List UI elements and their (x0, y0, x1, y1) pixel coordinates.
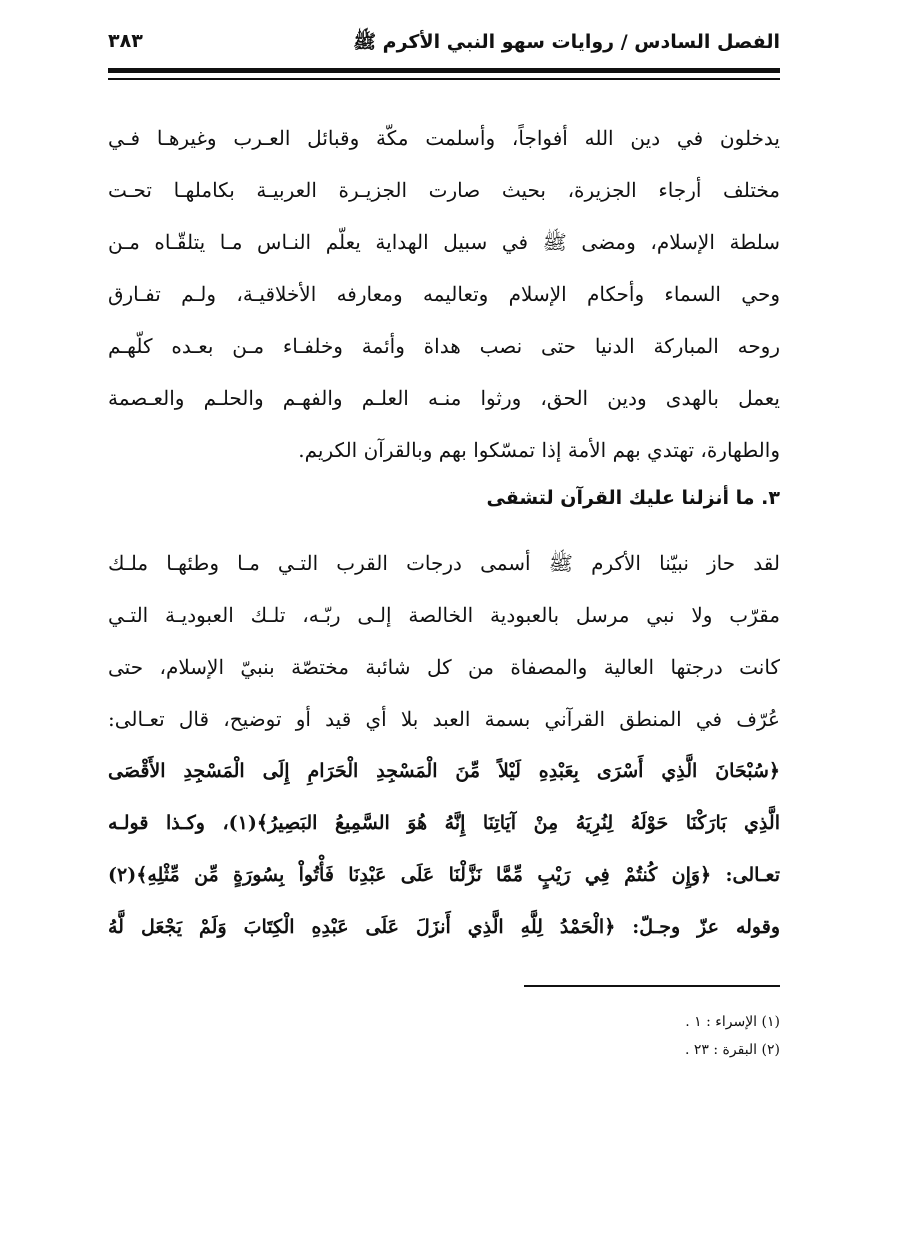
quran-verse-line: الَّذِي بَارَكْنَا حَوْلَهُ لِنُرِيَهُ مِنْ آيَاتِنَا إِنَّهُ هُوَ السَّمِيعُ البَصِيرُ﴾(١)، وكـذا قولـه (108, 812, 780, 834)
paragraph-1 (108, 112, 780, 476)
text-line: مقرّب ولا نبي مرسل بالعبودية الخالصة إلـى ربّـه، تلـك العبوديـة التـي (108, 603, 780, 627)
quran-verse-line: وقوله عزّ وجـلّ: ﴿الْحَمْدُ لِلَّهِ الَّذِي أَنزَلَ عَلَى عَبْدِهِ الْكِتَابَ وَلَمْ يَجْعَل لَّهُ (108, 916, 780, 938)
text-line: يدخلون في دين الله أفواجاً، وأسلمت مكّة وقبائل العـرب وغيرهـا فـي (108, 126, 780, 150)
text-line: لقد حاز نبيّنا الأكرم ﷺ أسمى درجات القرب التـي مـا وطئهـا ملـك (108, 551, 780, 575)
text-line: وحي السماء وأحكام الإسلام وتعاليمه ومعارفه الأخلاقيـة، ولـم تفـارق (108, 282, 780, 306)
quran-verse-line: ﴿سُبْحَانَ الَّذِي أَسْرَى بِعَبْدِهِ لَيْلاً مِّنَ الْمَسْجِدِ الْحَرَامِ إِلَى الْمَسْجِدِ الأَقْصَى (108, 760, 780, 782)
text-line: عُرّف في المنطق القرآني بسمة العبد بلا أي قيد أو توضيح، قال تعـالى: (108, 707, 780, 731)
text-line: سلطة الإسلام، ومضى ﷺ في سبيل الهداية يعلّم النـاس مـا يتلقّـاه مـن (108, 230, 780, 254)
text-line: يعمل بالهدى ودين الحق، ورثوا منـه العلـم والفهـم والحلـم والعـصمة (108, 386, 780, 410)
page-number: ٣٨٣ (108, 30, 143, 52)
header-rule-thin (108, 78, 780, 80)
footnote-1: (١) الإسراء : ١ . (685, 1014, 780, 1030)
footnotes (480, 1008, 780, 1064)
text-line: روحه المباركة الدنيا حتى نصب هداة وأئمة وخلفـاء مـن بعـده كلّهـم (108, 334, 780, 358)
running-header (108, 30, 780, 64)
footnote-separator (524, 985, 780, 987)
section-heading: ٣. ما أنزلنا عليك القرآن لتشقى (486, 487, 780, 509)
chapter-title: الفصل السادس / روايات سهو النبي الأكرم ﷺ (353, 31, 780, 53)
paragraph-2 (108, 537, 780, 953)
text-line: والطهارة، تهتدي بهم الأمة إذا تمسّكوا بهم وبالقرآن الكريم. (298, 438, 780, 462)
header-rule-thick (108, 68, 780, 73)
text-line: مختلف أرجاء الجزيرة، بحيث صارت الجزيـرة العربيـة بكاملهـا تحـت (108, 178, 780, 202)
footnote-2: (٢) البقرة : ٢٣ . (684, 1042, 780, 1058)
text-line: كانت درجتها العالية والمصفاة من كل شائبة مختصّة بنبيّ الإسلام، حتى (108, 655, 780, 679)
quran-verse-line: تعـالى: ﴿وَإِن كُنتُمْ فِي رَيْبٍ مِّمَّا نَزَّلْنَا عَلَى عَبْدِنَا فَأْتُواْ بِسُورَةٍ مِّن مِّثْلِهِ﴾(٢) (108, 864, 780, 886)
